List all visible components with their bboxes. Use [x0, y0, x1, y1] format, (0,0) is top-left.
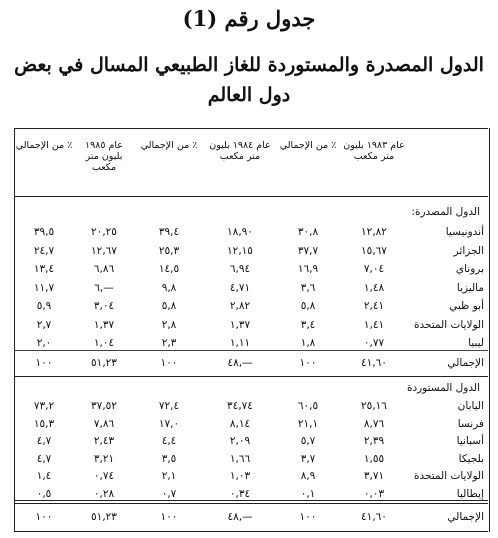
value-1984: ١,٣٧: [229, 318, 251, 331]
value-1985: ٧,٨٦: [93, 417, 115, 430]
col-header-pct-1984: ٪ من الإجمالي: [140, 140, 198, 151]
pct-1985: ١,٤: [36, 470, 52, 482]
value-1984: ٤٨,—: [227, 511, 253, 523]
country-name: الإجمالي: [447, 357, 484, 369]
pct-1984: ٣,٥: [161, 452, 177, 465]
value-1984: ٢,٠٩: [229, 435, 251, 447]
value-1984: ٦,٩٤: [229, 263, 251, 275]
country-name: الجزائر: [453, 244, 484, 257]
country-name: بلجيكا: [458, 452, 484, 465]
value-1984: ٠,٣٤: [229, 487, 251, 500]
pct-1983: ٣,٧: [300, 452, 316, 465]
value-1983: ١٥,٦٧: [361, 244, 387, 257]
value-1984: ١٢,١٥: [227, 244, 253, 257]
col-header-1983: عام ١٩٨٣ بليون متر مكعب: [343, 140, 405, 162]
pct-1983: ١٠٠: [299, 357, 317, 369]
pct-1984: ١٠٠: [160, 357, 178, 369]
value-1985: ٦,—: [94, 281, 114, 294]
value-1984: ٣٤,٧٤: [227, 400, 253, 412]
pct-1983: ٢١,١: [297, 417, 319, 430]
pct-1983: ١٠٠: [299, 511, 317, 523]
value-1983: ٣,٧١: [363, 470, 385, 482]
pct-1983: ٨,٩: [300, 470, 316, 482]
country-name: ماليزيا: [456, 281, 484, 294]
value-1985: ٢,٤٣: [93, 435, 115, 447]
value-1985: ٥١,٢٣: [91, 511, 117, 523]
pct-1983: ١٦,٩: [297, 263, 319, 275]
value-1983: ٧,٠٤: [363, 263, 385, 275]
pct-1985: ٢٤,٧: [33, 244, 55, 257]
pct-1983: ٣٠,٨: [297, 226, 319, 238]
importers-total-row: [14, 507, 488, 527]
pct-1985: ٢,٧: [36, 318, 52, 331]
exporters-total-row: [14, 353, 488, 373]
exporters-total-rule: [14, 350, 488, 351]
pct-1984: ٢,٣: [161, 337, 177, 349]
pct-1984: ٢,٨: [161, 318, 177, 331]
pct-1985: ٢,٠: [36, 337, 52, 349]
value-1983: ٤١,٦٠: [361, 511, 387, 523]
value-1985: ٣٧,٥٢: [91, 400, 117, 412]
value-1983: ٨,٧٦: [363, 417, 385, 430]
value-1983: ١٢,٨٢: [361, 226, 387, 238]
table-top-rule: [14, 128, 488, 129]
country-name: ليبيا: [468, 337, 484, 349]
value-1984: ٤,٧١: [229, 281, 251, 294]
pct-1983: ٥,٨: [300, 300, 316, 312]
pct-1985: ٧٣,٢: [33, 400, 55, 412]
value-1983: ٢,٤١: [363, 300, 385, 312]
exporter-row: [14, 259, 488, 279]
value-1983: ٠,٠٣: [363, 487, 385, 500]
pct-1983: ٥,٧: [300, 435, 316, 447]
pct-1984: ٣٩,٤: [158, 226, 180, 238]
country-name: الإجمالي: [447, 511, 484, 523]
exporter-row: [14, 278, 488, 298]
exporters-section-label: الدول المصدرة:: [411, 206, 480, 218]
value-1984: ١,١١: [229, 337, 251, 349]
pct-1985: ٠,٥: [36, 487, 52, 500]
value-1985: ٠,٧٤: [93, 470, 115, 482]
pct-1985: ١٠٠: [35, 357, 53, 369]
pct-1983: ٣٧,٧: [297, 244, 319, 257]
exporter-row: [14, 241, 488, 261]
value-1984: ١,٦٦: [229, 452, 251, 465]
pct-1984: ١٧,٠: [158, 417, 180, 430]
header-bottom-rule: [14, 196, 488, 197]
value-1985: ١,٣٧: [93, 318, 115, 331]
section-divider-rule: [14, 376, 488, 377]
value-1983: ٠,٧٧: [363, 337, 385, 349]
value-1983: ١,٤٨: [363, 281, 385, 294]
value-1985: ١٢,٦٧: [91, 244, 117, 257]
pct-1983: ٣,٦: [300, 281, 316, 294]
col-header-1984: عام ١٩٨٤ بليون متر مكعب: [209, 140, 271, 162]
pct-1985: ١٠٠: [35, 511, 53, 523]
country-name: أبو ظبي: [449, 300, 484, 312]
pct-1985: ١١,٧: [33, 281, 55, 294]
importers-total-rule: [14, 500, 488, 504]
exporter-row: [14, 315, 488, 335]
pct-1985: ٤,٧: [36, 452, 52, 465]
pct-1983: ٠,١: [300, 487, 316, 500]
pct-1984: ٧٢,٤: [158, 400, 180, 412]
col-header-1985: عام ١٩٨٥ بليون متر مكعب: [85, 140, 123, 173]
value-1984: ٤٨,—: [227, 357, 253, 369]
pct-1984: ١٤,٥: [158, 263, 180, 275]
col-header-pct-1985: ٪ من الإجمالي: [15, 140, 73, 151]
value-1985: ٠,٢٨: [93, 487, 115, 500]
pct-1985: ٤,٧: [36, 435, 52, 447]
pct-1984: ٢٥,٣: [158, 244, 180, 257]
value-1985: ٥١,٢٣: [91, 357, 117, 369]
value-1985: ٦,٨٦: [93, 263, 115, 275]
country-name: اليابان: [457, 400, 484, 412]
col-header-pct-1983: ٪ من الإجمالي: [279, 140, 337, 151]
pct-1985: ٥,٩: [36, 300, 52, 312]
pct-1983: ١,٨: [300, 337, 316, 349]
value-1983: ١,٤١: [363, 318, 385, 331]
pct-1984: ٠,٧: [161, 487, 177, 500]
value-1983: ٢,٣٩: [363, 435, 385, 447]
pct-1984: ١٠٠: [160, 511, 178, 523]
exporter-row: [14, 296, 488, 316]
country-name: أسبانيا: [456, 435, 484, 447]
exporter-row: [14, 222, 488, 242]
pct-1984: ٩,٨: [161, 281, 177, 294]
pct-1984: ٢,١: [161, 470, 177, 482]
pct-1983: ٦٠,٥: [297, 400, 319, 412]
pct-1985: ١٣,٤: [33, 263, 55, 275]
value-1985: ٢٠,٢٥: [91, 226, 117, 238]
value-1984: ٨,١٤: [229, 417, 251, 430]
value-1984: ٢,٨٢: [229, 300, 251, 312]
country-name: بروناي: [455, 263, 484, 275]
pct-1983: ٣,٤: [300, 318, 316, 331]
importers-section-label: الدول المستوردة: [406, 382, 480, 394]
country-name: الولايات المتحدة: [413, 318, 484, 331]
pct-1984: ٥,٨: [161, 300, 177, 312]
value-1985: ٣,٢١: [93, 452, 115, 465]
value-1985: ٣,٠٤: [93, 300, 115, 312]
value-1985: ١,٠٤: [93, 337, 115, 349]
value-1983: ٤١,٦٠: [361, 357, 387, 369]
table-bottom-rule: [14, 531, 488, 532]
value-1984: ١,٠٣: [229, 470, 251, 482]
pct-1985: ١٥,٣: [33, 417, 55, 430]
country-name: الولايات المتحدة: [413, 470, 484, 482]
country-name: فرنسا: [457, 417, 484, 430]
country-name: أندونيسيا: [445, 226, 484, 238]
value-1983: ١,٥٥: [363, 452, 385, 465]
value-1983: ٢٥,١٦: [361, 400, 387, 412]
value-1984: ١٨,٩٠: [227, 226, 253, 238]
pct-1985: ٣٩,٥: [33, 226, 55, 238]
country-name: إيطاليا: [456, 487, 484, 500]
table-number: جدول رقم (1): [182, 6, 316, 31]
pct-1984: ٤,٤: [161, 435, 177, 447]
table-title: الدول المصدرة والمستوردة للغاز الطبيعي المسال في بعض دول العالم: [14, 54, 484, 106]
